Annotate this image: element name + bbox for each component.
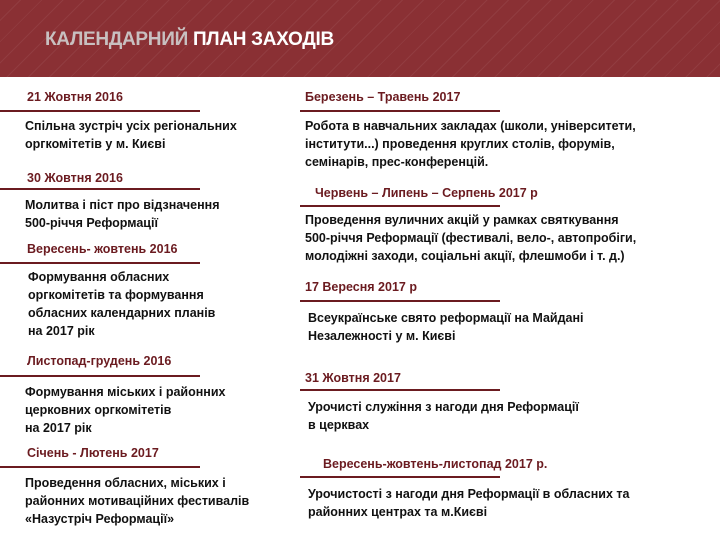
date-underline [300,205,500,207]
description-line: в церквах [308,418,370,432]
description-line: Формування обласних [28,270,170,284]
date-underline [0,110,200,112]
description-line: Формування міських і районних [25,385,226,399]
description-line: районних центрах та м.Києві [308,505,488,519]
date-underline [300,476,500,478]
event-description [308,485,708,521]
description-line: семінарів, прес-конференцій. [305,155,489,169]
description-line: оргкомітетів та формування [28,288,204,302]
description-line: на 2017 рік [28,324,95,338]
event-date: Червень – Липень – Серпень 2017 р [315,186,538,200]
event-date: 17 Вересня 2017 р [305,280,417,294]
description-line: районних мотиваційних фестивалів [25,494,250,508]
title-part-2: ПЛАН ЗАХОДІВ [192,29,334,50]
description-line: Спільна зустріч усіх регіональних [25,119,237,133]
event-description [25,196,345,232]
event-date: 31 Жовтня 2017 [305,371,401,385]
event-description [25,383,345,437]
description-line: молодіжні заходи, соціальні акції, флешмоби і т. д.) [305,249,625,263]
title-part-1: КАЛЕНДАРНИЙ [45,29,188,50]
description-line: Урочисті служіння з нагоди дня Реформації [308,400,579,414]
date-underline [300,300,500,302]
description-line: обласних календарних планів [28,306,216,320]
event-description [28,268,348,340]
date-underline [0,262,200,264]
event-description [25,117,345,153]
event-description [308,398,708,434]
description-line: Незалежності у м. Києві [308,329,456,343]
event-date: Вересень-жовтень-листопад 2017 р. [323,457,548,471]
description-line: Урочистості з нагоди дня Реформації в обласних та [308,487,630,501]
header-banner [0,0,720,77]
date-underline [0,466,200,468]
description-line: Проведення обласних, міських і [25,476,226,490]
description-line: 500-річчя Реформації (фестивалі, вело-, автопробіги, [305,231,637,245]
description-line: «Назустріч Реформації» [25,512,175,526]
description-line: інститути...) проведення круглих столів, форумів, [305,137,615,151]
date-underline [300,110,500,112]
description-line: Робота в навчальних закладах (школи, університети, [305,119,636,133]
description-line: 500-річчя Реформації [25,216,158,230]
event-date: Вересень- жовтень 2016 [27,242,178,256]
event-date: 30 Жовтня 2016 [27,171,123,185]
event-date: 21 Жовтня 2016 [27,90,123,104]
event-description [25,474,345,528]
date-underline [300,389,500,391]
description-line: оргкомітетів у м. Києві [25,137,166,151]
page-title [45,29,334,51]
event-date: Березень – Травень 2017 [305,90,461,104]
description-line: Всеукраїнське свято реформації на Майдані [308,311,584,325]
event-description [305,211,705,265]
description-line: Молитва і піст про відзначення [25,198,220,212]
description-line: на 2017 рік [25,421,92,435]
event-description [305,117,705,171]
date-underline [0,188,200,190]
event-description [308,309,708,345]
description-line: Проведення вуличних акцій у рамках святкування [305,213,619,227]
event-date: Листопад-грудень 2016 [27,354,172,368]
description-line: церковних оргкомітетів [25,403,172,417]
event-date: Січень - Лютень 2017 [27,446,159,460]
date-underline [0,375,200,377]
